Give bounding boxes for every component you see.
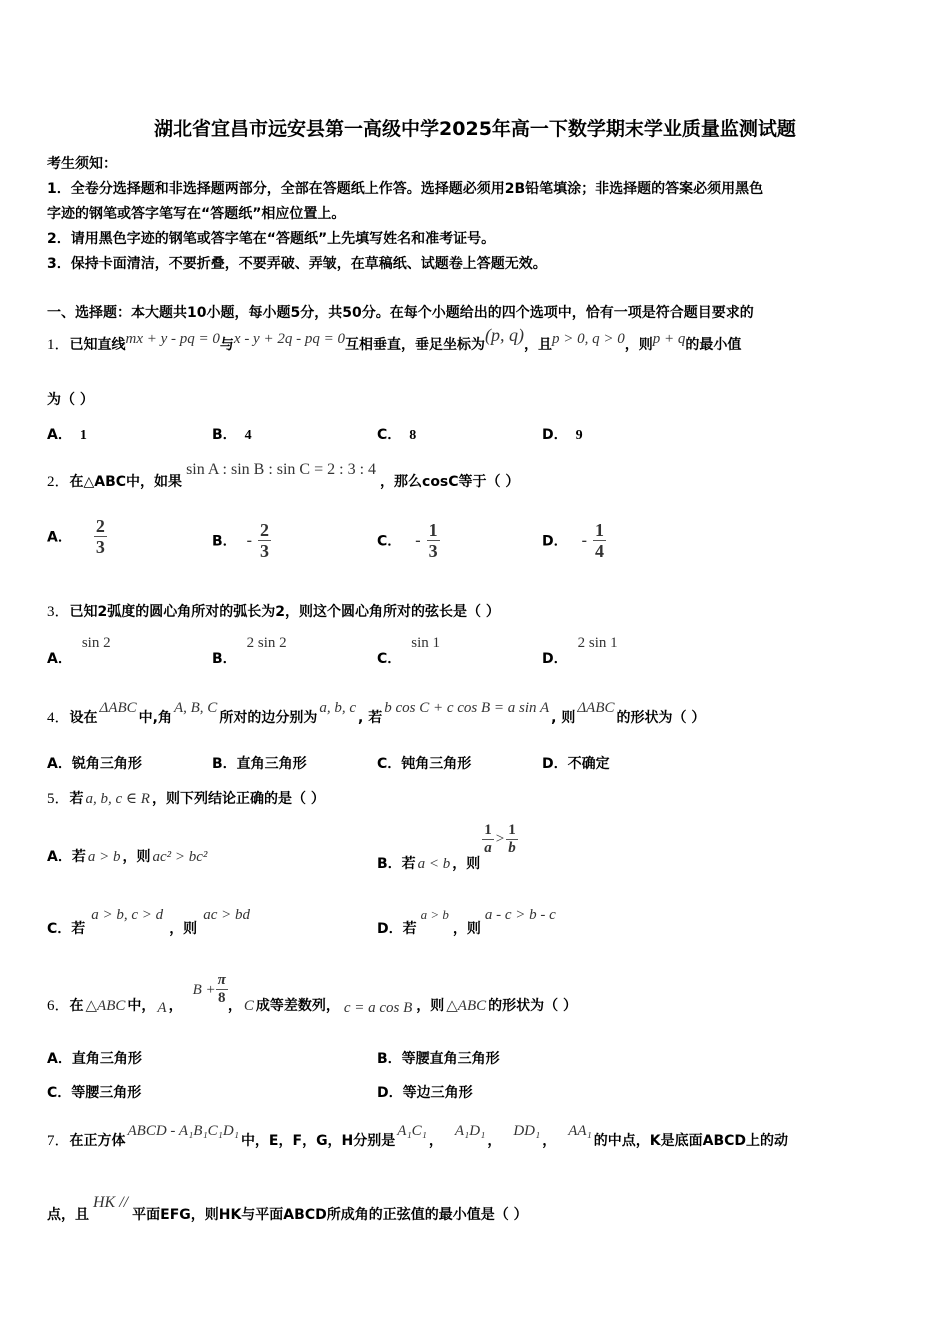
option-a[interactable]: A．若 a > b ，则 ac² > bc²: [47, 849, 208, 865]
option-c[interactable]: C．若a > b, c > d，则ac > bd: [47, 907, 250, 937]
option-a[interactable]: A． $\frac{2}{3}$: [47, 516, 105, 557]
question-number: 3．: [47, 604, 70, 620]
formula: a, b, c: [319, 700, 356, 716]
formula: c = a cos B: [343, 999, 413, 1016]
option-b[interactable]: B．等腰直角三角形: [377, 1051, 500, 1067]
option-b[interactable]: B．若 a < b ，则 $\frac{1}{a}$ > $\frac{1}{b}$: [377, 822, 516, 872]
formula: DD₁: [513, 1123, 541, 1139]
fraction: $\frac{2}{3}$: [95, 516, 105, 557]
option-b[interactable]: B．2 sin 2: [212, 635, 287, 667]
option-a[interactable]: A．锐角三角形: [47, 756, 142, 772]
notice-line-1b: 字迹的钢笔或答字笔写在“答题纸”相应位置上。: [47, 206, 346, 222]
question-number: 6．: [47, 997, 70, 1014]
option-b[interactable]: B．直角三角形: [212, 756, 307, 772]
formula: △ABC: [446, 997, 487, 1014]
question-7: 7．在正方体ABCD - A₁B₁C₁D₁中，E，F，G，H分别是A₁C₁，A₁D₁，DD₁，AA₁的中点，K是底面ABCD上的动: [47, 1123, 789, 1149]
question-number: 2．: [47, 474, 70, 490]
question-number: 5．: [47, 791, 70, 807]
formula: p + q: [652, 331, 686, 347]
option-b[interactable]: B． - $\frac{2}{3}$: [212, 520, 269, 561]
notice-line-3: 3．保持卡面清洁，不要折叠，不要弄破、弄皱，在草稿纸、试题卷上答题无效。: [47, 256, 547, 272]
formula: A₁D₁: [454, 1123, 486, 1139]
option-d[interactable]: D．2 sin 1: [542, 635, 618, 667]
option-d[interactable]: D．若a > b，则a - c > b - c: [377, 907, 556, 937]
formula: △ABC: [85, 997, 126, 1014]
option-b[interactable]: B． 4: [212, 427, 252, 443]
question-number: 4．: [47, 710, 70, 726]
question-7-cont: 点，且HK //平面EFG，则HK与平面ABCD所成角的正弦值的最小值是（ ）: [47, 1194, 528, 1223]
formula: a, b, c ∈ R: [85, 791, 150, 807]
formula: AA₁: [568, 1123, 592, 1139]
fraction: $\frac{1}{3}$: [428, 520, 438, 561]
option-c[interactable]: C．等腰三角形: [47, 1085, 142, 1101]
fraction: $\frac{1}{a}$: [484, 822, 492, 856]
section-heading: 一、选择题：本大题共10小题，每小题5分，共50分。在每个小题给出的四个选项中，恰有一项是符合题目要求的: [47, 305, 754, 321]
option-d[interactable]: D． - $\frac{1}{4}$: [542, 520, 604, 561]
formula: mx + y - pq = 0: [125, 331, 220, 347]
notice-line-1: 1．全卷分选择题和非选择题两部分，全部在答题纸上作答。选择题必须用2B铅笔填涂；非选择题的答案必须用黑色: [47, 181, 764, 197]
fraction: $\frac{1}{4}$: [594, 520, 604, 561]
question-number: 1．: [47, 337, 70, 353]
option-c[interactable]: C． - $\frac{1}{3}$: [377, 520, 438, 561]
question-2: 2．在△ABC中，如果sin A : sin B : sin C = 2 : 3 : 4，那么cosC等于（ ）: [47, 461, 520, 490]
formula: A₁C₁: [397, 1123, 427, 1139]
question-4: 4．设在ΔABC中,角A, B, C所对的边分别为a, b, c, 若b cos C + c cos B = a sin A, 则ΔABC的形状为（ ）: [47, 700, 706, 726]
question-1-cont: 为（ ）: [47, 392, 94, 408]
question-3: 3．已知2弧度的圆心角所对的弧长为2，则这个圆心角所对的弦长是（ ）: [47, 604, 500, 620]
notice-heading: 考生须知：: [47, 156, 117, 172]
option-a[interactable]: A．直角三角形: [47, 1051, 142, 1067]
formula: b cos C + c cos B = a sin A: [384, 700, 550, 716]
option-d[interactable]: D．不确定: [542, 756, 610, 772]
formula: B +: [192, 981, 216, 998]
fraction: $\frac{2}{3}$: [260, 520, 269, 561]
formula: p > 0, q > 0: [551, 331, 625, 347]
option-d[interactable]: D． 9: [542, 427, 583, 443]
formula: (p, q): [484, 325, 524, 345]
option-a[interactable]: A． 1: [47, 427, 87, 443]
option-c[interactable]: C． 8: [377, 427, 417, 443]
question-number: 7．: [47, 1133, 70, 1149]
formula: HK //: [93, 1194, 129, 1211]
question-1: 1．已知直线mx + y - pq = 0与x - y + 2q - pq = 0互相垂直，垂足坐标为(p, q)，且p > 0, q > 0，则p + q的最小值: [47, 325, 742, 353]
option-a[interactable]: A．sin 2: [47, 635, 111, 667]
formula: A: [157, 999, 167, 1016]
question-5: 5．若 a, b, c ∈ R ，则下列结论正确的是（ ）: [47, 791, 325, 807]
formula: ABCD - A₁B₁C₁D₁: [127, 1123, 239, 1139]
option-c[interactable]: C．钝角三角形: [377, 756, 472, 772]
formula: x - y + 2q - pq = 0: [233, 331, 345, 347]
notice-line-2: 2．请用黑色字迹的钢笔或答字笔在“答题纸”上先填写姓名和准考证号。: [47, 231, 496, 247]
formula: sin A : sin B : sin C = 2 : 3 : 4: [186, 461, 377, 478]
page-title: 湖北省宜昌市远安县第一高级中学2025年高一下数学期末学业质量监测试题: [154, 118, 796, 140]
formula: A, B, C: [173, 700, 218, 716]
formula: ΔABC: [577, 700, 615, 716]
option-d[interactable]: D．等边三角形: [377, 1085, 473, 1101]
fraction: $\frac{\pi}{8}$: [217, 972, 226, 1006]
question-6: 6．在 △ABC 中， A ，B + $\frac{\pi}{8}$ ， C 成等差数列， c = a cos B ，则 △ABC 的形状为（ ）: [47, 972, 578, 1016]
formula: ΔABC: [99, 700, 137, 716]
formula: C: [243, 997, 254, 1014]
option-c[interactable]: C．sin 1: [377, 635, 441, 667]
fraction: $\frac{1}{b}$: [508, 822, 516, 856]
